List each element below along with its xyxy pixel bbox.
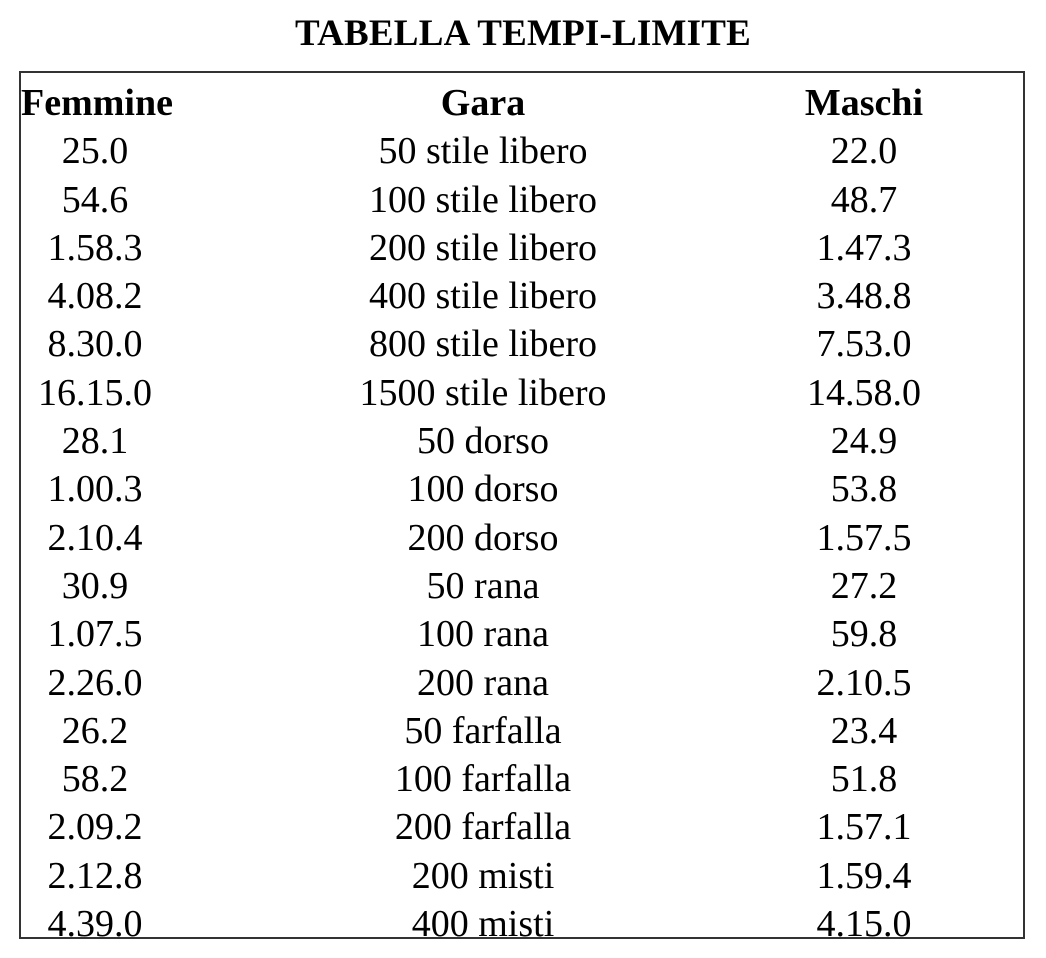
table-row	[21, 224, 1023, 272]
cell-femmine: 2.10.4	[47, 516, 143, 559]
cell-maschi: 7.53.0	[816, 323, 912, 366]
cell-gara: 800 stile libero	[369, 323, 597, 366]
table-row	[21, 320, 1023, 368]
table-row	[21, 900, 1023, 948]
cell-gara: 200 stile libero	[369, 226, 597, 269]
cell-maschi: 48.7	[830, 178, 898, 221]
cell-femmine: 30.9	[61, 564, 129, 607]
cell-femmine: 54.6	[61, 178, 129, 221]
cell-femmine: 8.30.0	[47, 323, 143, 366]
table-header-row	[21, 79, 1023, 127]
cell-maschi: 14.58.0	[807, 371, 921, 414]
cell-femmine: 25.0	[61, 130, 129, 173]
cell-maschi: 3.48.8	[816, 275, 912, 318]
cell-gara: 200 dorso	[407, 516, 559, 559]
cell-gara: 1500 stile libero	[359, 371, 607, 414]
table-row	[21, 707, 1023, 755]
cell-gara: 200 rana	[417, 661, 549, 704]
page-title: TABELLA TEMPI-LIMITE	[295, 13, 751, 54]
header-maschi: Maschi	[804, 82, 924, 124]
cell-maschi: 24.9	[830, 420, 898, 463]
table-row	[21, 610, 1023, 658]
cell-femmine: 2.09.2	[47, 806, 143, 849]
cell-femmine: 2.12.8	[47, 854, 143, 897]
cell-maschi: 22.0	[830, 130, 898, 173]
cell-gara: 100 rana	[417, 613, 549, 656]
cell-gara: 100 farfalla	[394, 758, 572, 801]
table-row	[21, 755, 1023, 803]
cell-femmine: 2.26.0	[47, 661, 143, 704]
cell-gara: 100 dorso	[407, 468, 559, 511]
cell-gara: 50 dorso	[417, 420, 549, 463]
cell-gara: 200 farfalla	[394, 806, 572, 849]
cell-femmine: 1.07.5	[47, 613, 143, 656]
cell-gara: 200 misti	[411, 854, 555, 897]
cell-gara: 400 stile libero	[369, 275, 597, 318]
cell-femmine: 1.58.3	[47, 226, 143, 269]
cell-gara: 400 misti	[411, 903, 555, 946]
cell-maschi: 4.15.0	[816, 903, 912, 946]
table-row	[21, 272, 1023, 320]
time-limit-table-container	[19, 71, 1025, 946]
cell-femmine: 58.2	[61, 758, 129, 801]
table-row	[21, 176, 1023, 224]
cell-maschi: 51.8	[830, 758, 898, 801]
cell-gara: 50 stile libero	[378, 130, 588, 173]
table-row	[21, 852, 1023, 900]
cell-femmine: 16.15.0	[38, 371, 152, 414]
cell-maschi: 2.10.5	[816, 661, 912, 704]
table-row	[21, 659, 1023, 707]
cell-maschi: 1.57.1	[816, 806, 912, 849]
cell-femmine: 1.00.3	[47, 468, 143, 511]
table-row	[21, 514, 1023, 562]
cell-femmine: 4.39.0	[47, 903, 143, 946]
cell-maschi: 1.59.4	[816, 854, 912, 897]
cell-femmine: 4.08.2	[47, 275, 143, 318]
cell-femmine: 26.2	[61, 709, 129, 752]
table-row	[21, 803, 1023, 851]
cell-maschi: 23.4	[830, 709, 898, 752]
cell-gara: 50 farfalla	[404, 709, 562, 752]
table-row	[21, 127, 1023, 175]
cell-femmine: 28.1	[61, 420, 129, 463]
header-gara: Gara	[440, 82, 526, 124]
cell-maschi: 27.2	[830, 564, 898, 607]
cell-maschi: 1.47.3	[816, 226, 912, 269]
table-row	[21, 562, 1023, 610]
cell-maschi: 59.8	[830, 613, 898, 656]
header-femmine: Femmine	[21, 82, 173, 124]
table-body	[21, 127, 1023, 948]
cell-gara: 100 stile libero	[369, 178, 597, 221]
table-row	[21, 465, 1023, 513]
table-row	[21, 417, 1023, 465]
cell-gara: 50 rana	[426, 564, 540, 607]
cell-maschi: 53.8	[830, 468, 898, 511]
table-row	[21, 369, 1023, 417]
cell-maschi: 1.57.5	[816, 516, 912, 559]
time-limit-table	[21, 79, 1023, 948]
